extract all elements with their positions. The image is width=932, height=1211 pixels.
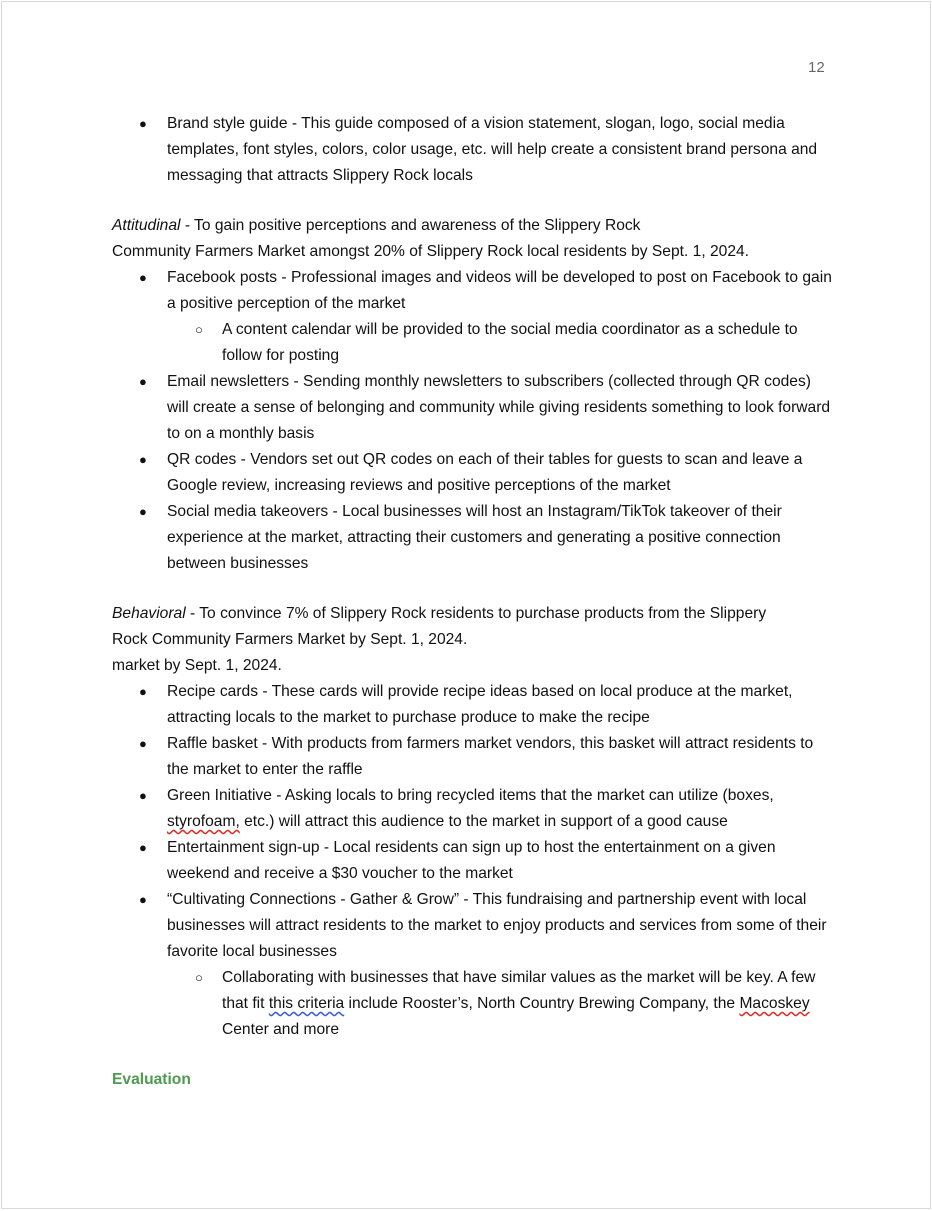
list-item: ● Social media takeovers - Local businesses will host an Instagram/TikTok takeover of their experience at the market, attracting their customers and generating a positive connection between businesses xyxy=(112,499,832,577)
behavioral-objective xyxy=(112,601,832,679)
list-item-text: Green Initiative - Asking locals to bring recycled items that the market can utilize (boxes, xyxy=(167,787,774,804)
attitudinal-label: Attitudinal xyxy=(112,217,181,234)
document-page xyxy=(1,1,931,1209)
intro-bullet-list xyxy=(112,111,832,189)
list-item-text: etc.) will attract this audience to the market in support of a good cause xyxy=(239,813,728,830)
attitudinal-text: - To gain positive perceptions and awareness of the Slippery Rock xyxy=(180,217,641,234)
sub-list-item xyxy=(167,965,832,1043)
document-body xyxy=(112,111,832,1093)
attitudinal-objective xyxy=(112,213,832,265)
list-item: ● Brand style guide - This guide composed of a vision statement, slogan, logo, social media templates, font styles, colors, color usage, etc. will help create a consistent brand persona and messaging that attracts Slippery Rock locals xyxy=(112,111,832,189)
attitudinal-text-2: Community Farmers Market amongst 20% of Slippery Rock local residents by Sept. 1, 2024. xyxy=(112,243,750,260)
list-item-text: Facebook posts - Professional images and videos will be developed to post on Facebook to gain a positive perception of the market xyxy=(167,269,832,312)
spelling-error-mark[interactable]: styrofoam, xyxy=(167,813,240,830)
sub-list xyxy=(167,317,832,369)
sub-list-item-text: include Rooster’s, North Country Brewing Company, the xyxy=(344,995,740,1012)
sub-list-item-text: Collaborating with businesses that have similar values as the market will be key. A few that fit xyxy=(222,969,816,1012)
behavioral-bullet-list xyxy=(112,679,832,1043)
behavioral-text-2: Rock Community Farmers Market by Sept. 1, 2024. xyxy=(112,631,468,648)
sub-list-item: ○ A content calendar will be provided to the social media coordinator as a schedule to follow for posting xyxy=(167,317,832,369)
list-item xyxy=(112,887,832,1043)
list-item: ● Email newsletters - Sending monthly newsletters to subscribers (collected through QR codes) will create a sense of belonging and community while giving residents something to look forward to on a monthly basis xyxy=(112,369,832,447)
evaluation-heading: Evaluation xyxy=(112,1071,191,1088)
sub-list-item-text: Center and more xyxy=(222,1021,340,1038)
list-item: ● Recipe cards - These cards will provide recipe ideas based on local produce at the market, attracting locals to the market to purchase produce to make the recipe xyxy=(112,679,832,731)
spelling-error-mark[interactable]: Macoskey xyxy=(739,995,810,1012)
page-number: 12 xyxy=(808,59,825,76)
list-item xyxy=(112,783,832,835)
list-item: ● Raffle basket - With products from farmers market vendors, this basket will attract residents to the market to enter the raffle xyxy=(112,731,832,783)
attitudinal-bullet-list xyxy=(112,265,832,577)
behavioral-text: - To convince 7% of Slippery Rock residents to purchase products from the Slippery xyxy=(185,605,767,622)
behavioral-text-3: market by Sept. 1, 2024. xyxy=(112,657,282,674)
grammar-suggestion-mark[interactable]: this criteria xyxy=(268,995,345,1012)
list-item: ● QR codes - Vendors set out QR codes on each of their tables for guests to scan and leave a Google review, increasing reviews and positive perceptions of the market xyxy=(112,447,832,499)
list-item xyxy=(112,265,832,369)
list-item-text: “Cultivating Connections - Gather & Grow” - This fundraising and partnership event with local businesses will attract residents to the market to enjoy products and services from some of their favorite local businesses xyxy=(167,891,827,960)
behavioral-label: Behavioral xyxy=(112,605,186,622)
list-item: ● Entertainment sign-up - Local residents can sign up to host the entertainment on a given weekend and receive a $30 voucher to the market xyxy=(112,835,832,887)
sub-list xyxy=(167,965,832,1043)
